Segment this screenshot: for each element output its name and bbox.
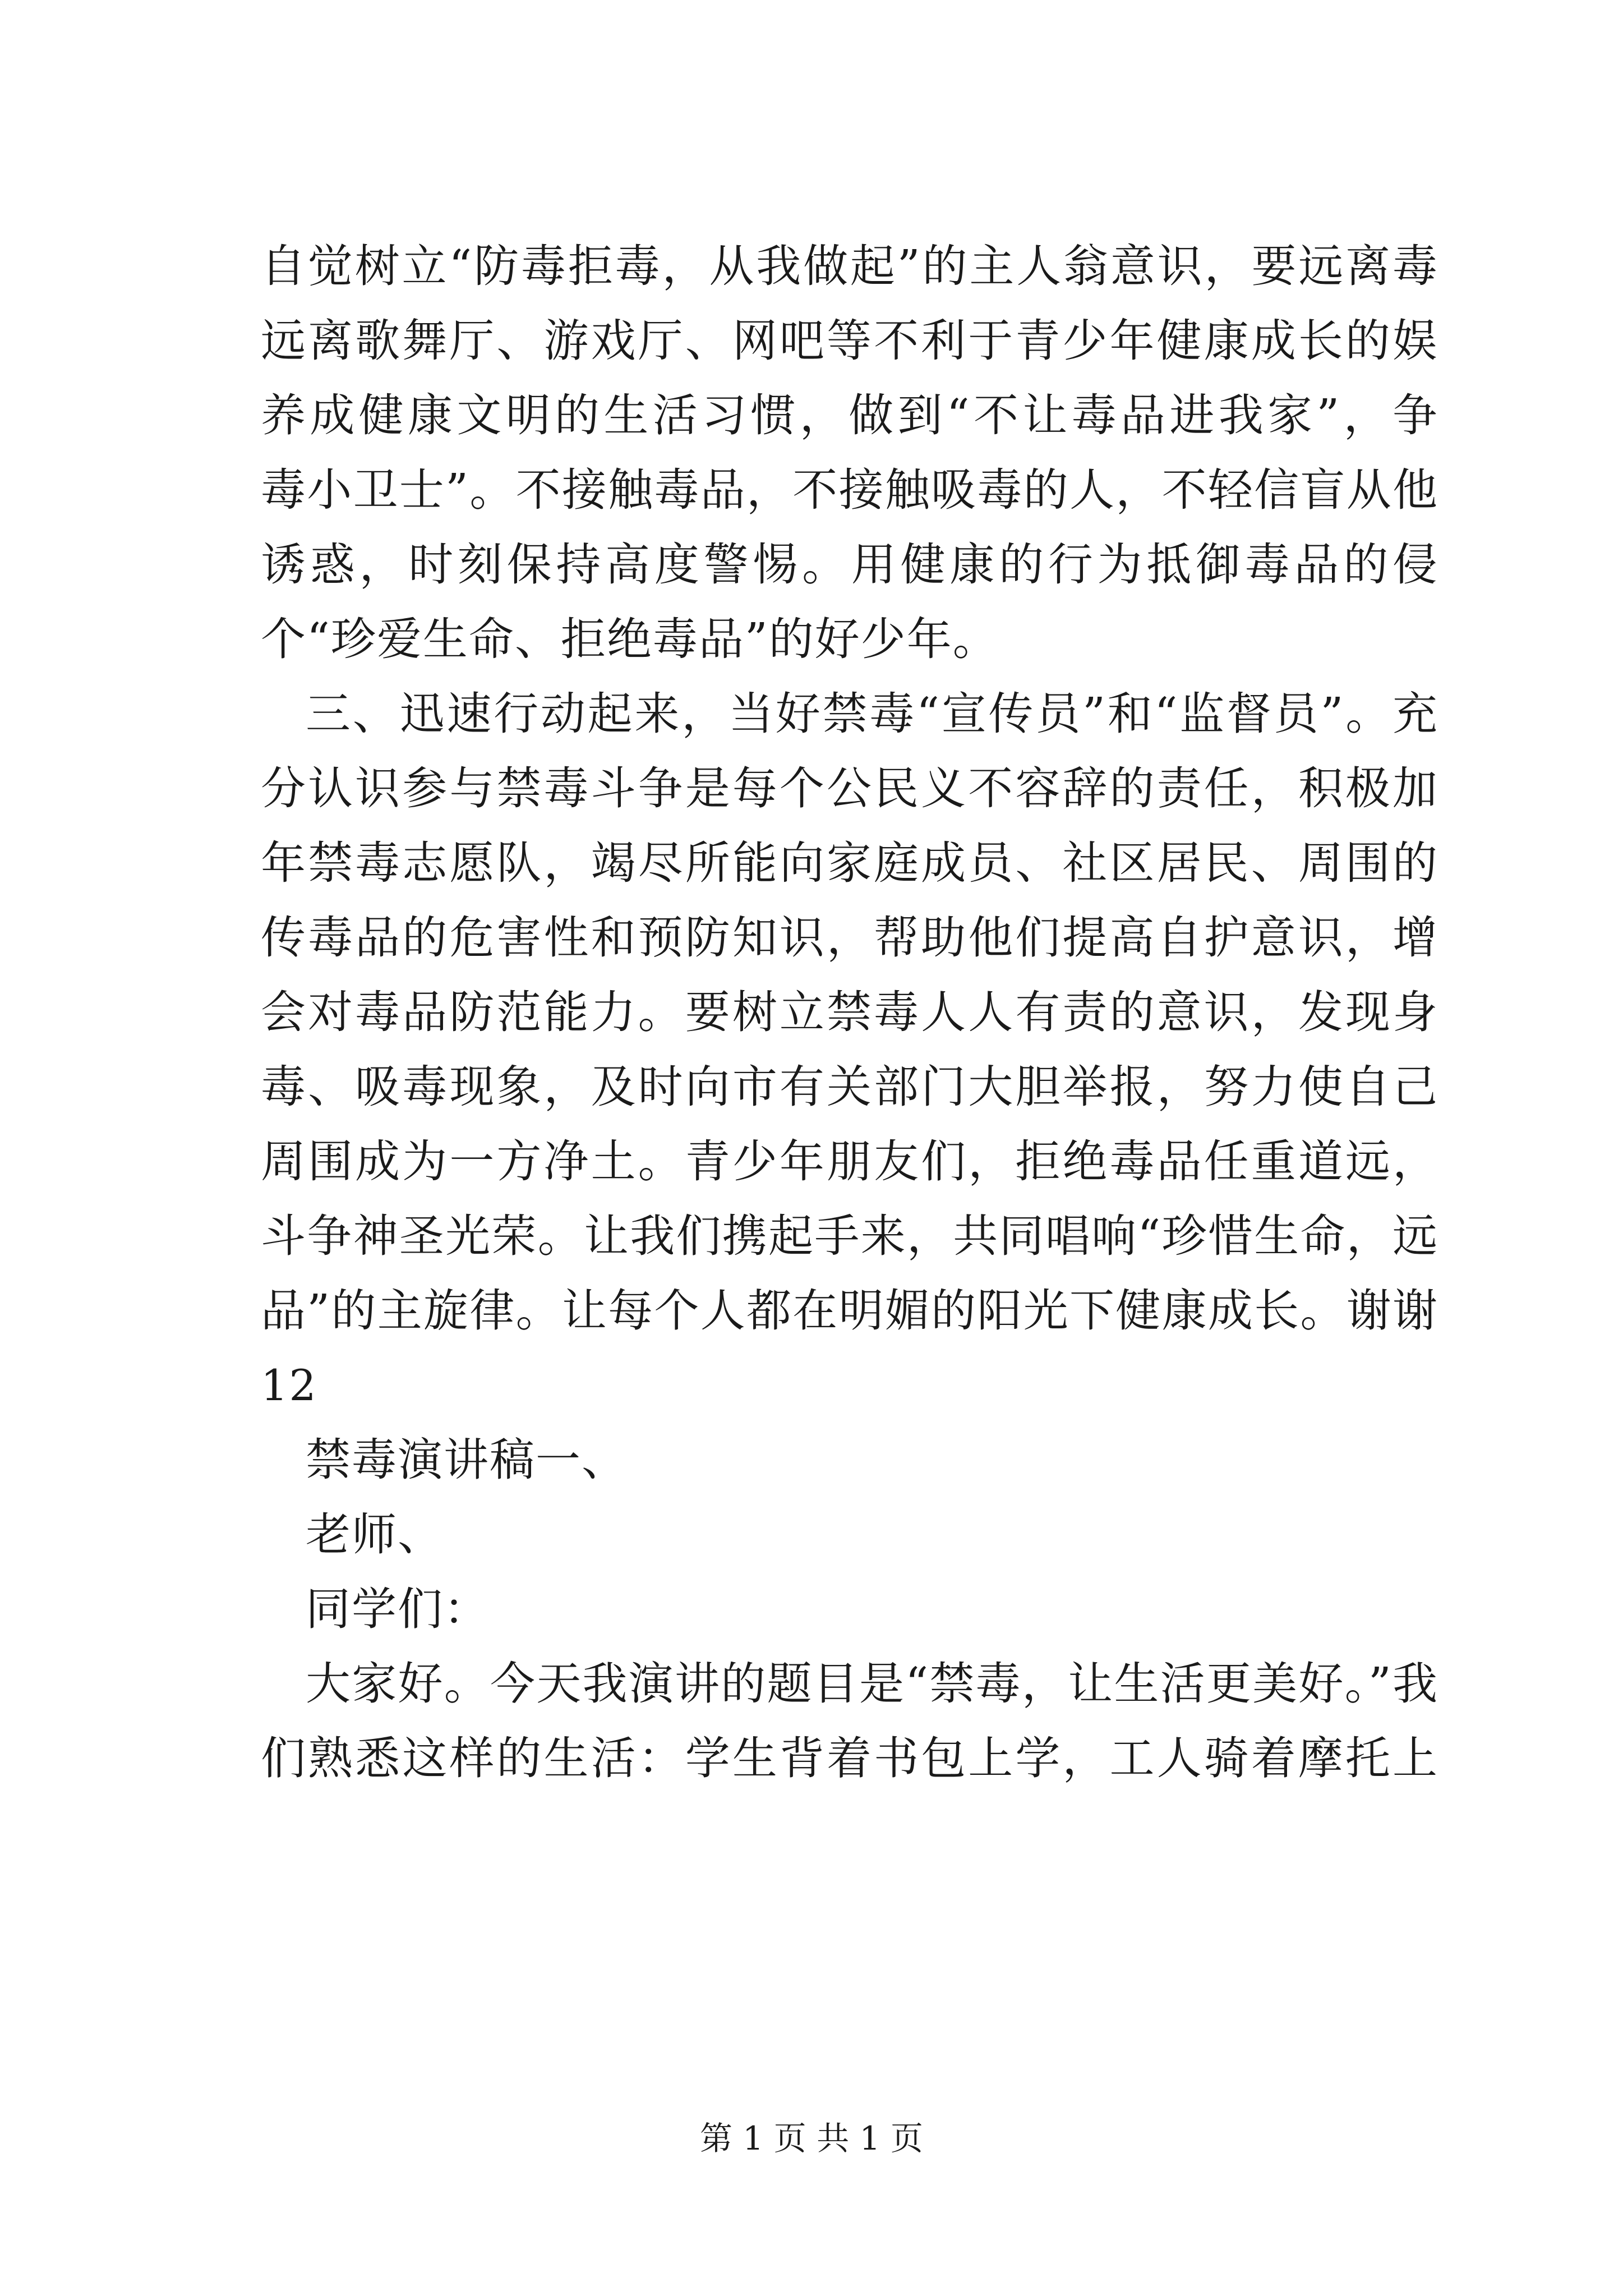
salutation-teachers: 老师、 <box>306 1508 444 1561</box>
speech-title-line: 禁毒演讲稿一、 <box>306 1434 628 1486</box>
body-line-4: 毒小卫士”。不接触毒品，不接触吸毒的人，不轻信盲从他 <box>261 464 1438 516</box>
body-line-8: 分认识参与禁毒斗争是每个公民义不容辞的责任，积极加 <box>261 762 1438 815</box>
body-line-6: 个“珍爱生命、拒绝毒品”的好少年。 <box>261 613 999 665</box>
body-line-12: 毒、吸毒现象，及时向市有关部门大胆举报，努力使自己 <box>261 1061 1438 1113</box>
body-line-7: 三、迅速行动起来，当好禁毒“宣传员”和“监督员”。充 <box>306 688 1438 740</box>
body-line-11: 会对毒品防范能力。要树立禁毒人人有责的意识，发现身 <box>261 986 1438 1038</box>
body-line-14: 斗争神圣光荣。让我们携起手来，共同唱响“珍惜生命，远 <box>261 1210 1438 1262</box>
body-line-15: 品”的主旋律。让每个人都在明媚的阳光下健康成长。谢谢 <box>261 1285 1438 1337</box>
body-line-3: 养成健康文明的生活习惯，做到“不让毒品进我家”，争 <box>261 389 1438 441</box>
body-line-5: 诱惑，时刻保持高度警惕。用健康的行为抵御毒品的侵 <box>261 539 1438 591</box>
body-line-1: 自觉树立“防毒拒毒，从我做起”的主人翁意识，要远离毒 <box>261 240 1438 292</box>
body-line-13: 周围成为一方净土。青少年朋友们，拒绝毒品任重道远， <box>261 1135 1438 1188</box>
page-number-text: 12 <box>261 1360 317 1410</box>
page-footer: 第 1 页 共 1 页 <box>700 2119 923 2157</box>
body-line-10: 传毒品的危害性和预防知识，帮助他们提高自护意识，增 <box>261 912 1438 964</box>
salutation-students: 同学们： <box>306 1583 490 1635</box>
body-line-2: 远离歌舞厅、游戏厅、网吧等不利于青少年健康成长的娱 <box>261 315 1438 367</box>
body-line-20: 大家好。今天我演讲的题目是“禁毒，让生活更美好。”我 <box>306 1658 1438 1710</box>
body-line-21: 们熟悉这样的生活：学生背着书包上学，工人骑着摩托上 <box>261 1732 1438 1784</box>
body-line-9: 年禁毒志愿队，竭尽所能向家庭成员、社区居民、周围的 <box>261 837 1438 889</box>
